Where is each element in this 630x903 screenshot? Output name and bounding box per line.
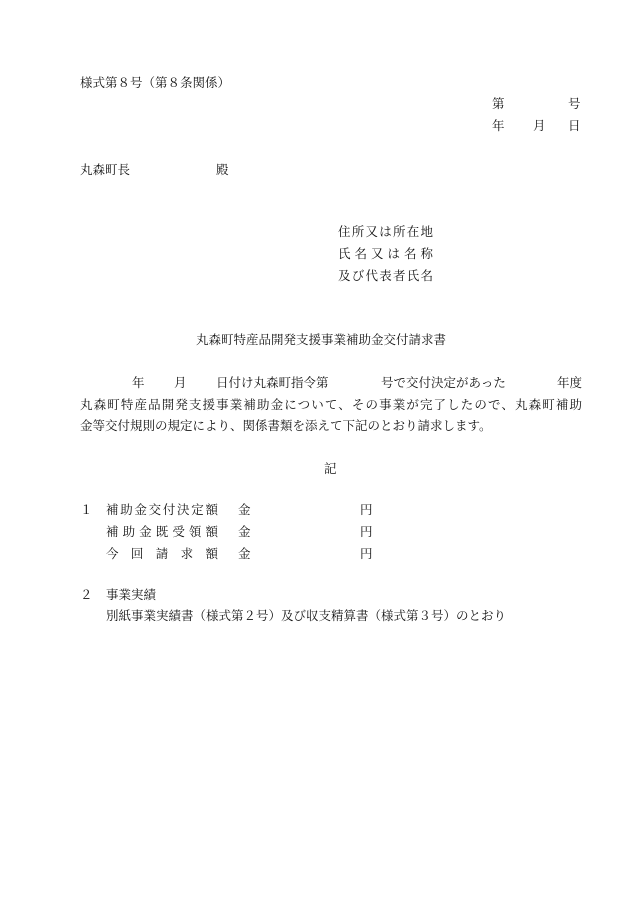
grant-received-yen: 円 [360,524,373,539]
date-month: 月 [533,118,546,133]
body-line-2 [80,397,582,413]
grant-decided-label-text: 補助金交付決定額 [106,502,218,517]
section-2-text: 別紙事業実績書（様式第２号）及び収支精算書（様式第３号）のとおり [106,608,507,623]
doc-number-go: 号 [568,96,581,111]
ki-heading: 記 [324,461,337,476]
addressee-name: 丸森町長 [80,162,131,177]
date-day: 日 [568,118,581,133]
body-line-2-text: 丸森町特産品開発支援事業補助金について、その事業が完了したので、丸森町補助 [80,397,582,412]
grant-received-label [106,524,218,540]
section-1-number: １ [80,502,93,517]
date-year: 年 [492,118,505,133]
body-year: 年 [132,375,145,390]
current-request-kin: 金 [238,546,251,561]
grant-decided-yen: 円 [360,502,373,517]
current-request-label [106,546,218,562]
section-2-number: ２ [80,587,93,602]
grant-decided-label [106,502,218,518]
body-month: 月 [174,375,187,390]
body-nendo: 年度 [557,375,583,390]
body-line-3: 金等交付規則の規定により、関係書類を添えて下記のとおり請求します。 [80,418,492,433]
body-go-text: 号で交付決定があった [381,375,506,390]
rep-label-text: 及び代表者氏名 [338,268,433,283]
grant-decided-kin: 金 [238,502,251,517]
current-request-yen: 円 [360,546,373,561]
current-request-label-text: 今回請求額 [106,546,218,561]
applicant-address-label [338,224,433,240]
grant-received-label-text: 補助金既受領額 [106,524,218,539]
document-title: 丸森町特産品開発支援事業補助金交付請求書 [196,332,447,347]
form-number: 様式第８号（第８条関係） [80,75,231,90]
doc-number-dai: 第 [492,96,505,111]
body-order-text: 日付け丸森町指令第 [216,375,329,390]
grant-received-kin: 金 [238,524,251,539]
applicant-name-label [338,246,433,262]
section-2-heading: 事業実績 [106,587,157,602]
address-label-text: 住所又は所在地 [338,224,433,239]
name-label-text: 氏名又は名称 [338,246,433,261]
applicant-rep-label [338,268,433,284]
addressee-honorific: 殿 [216,162,229,177]
